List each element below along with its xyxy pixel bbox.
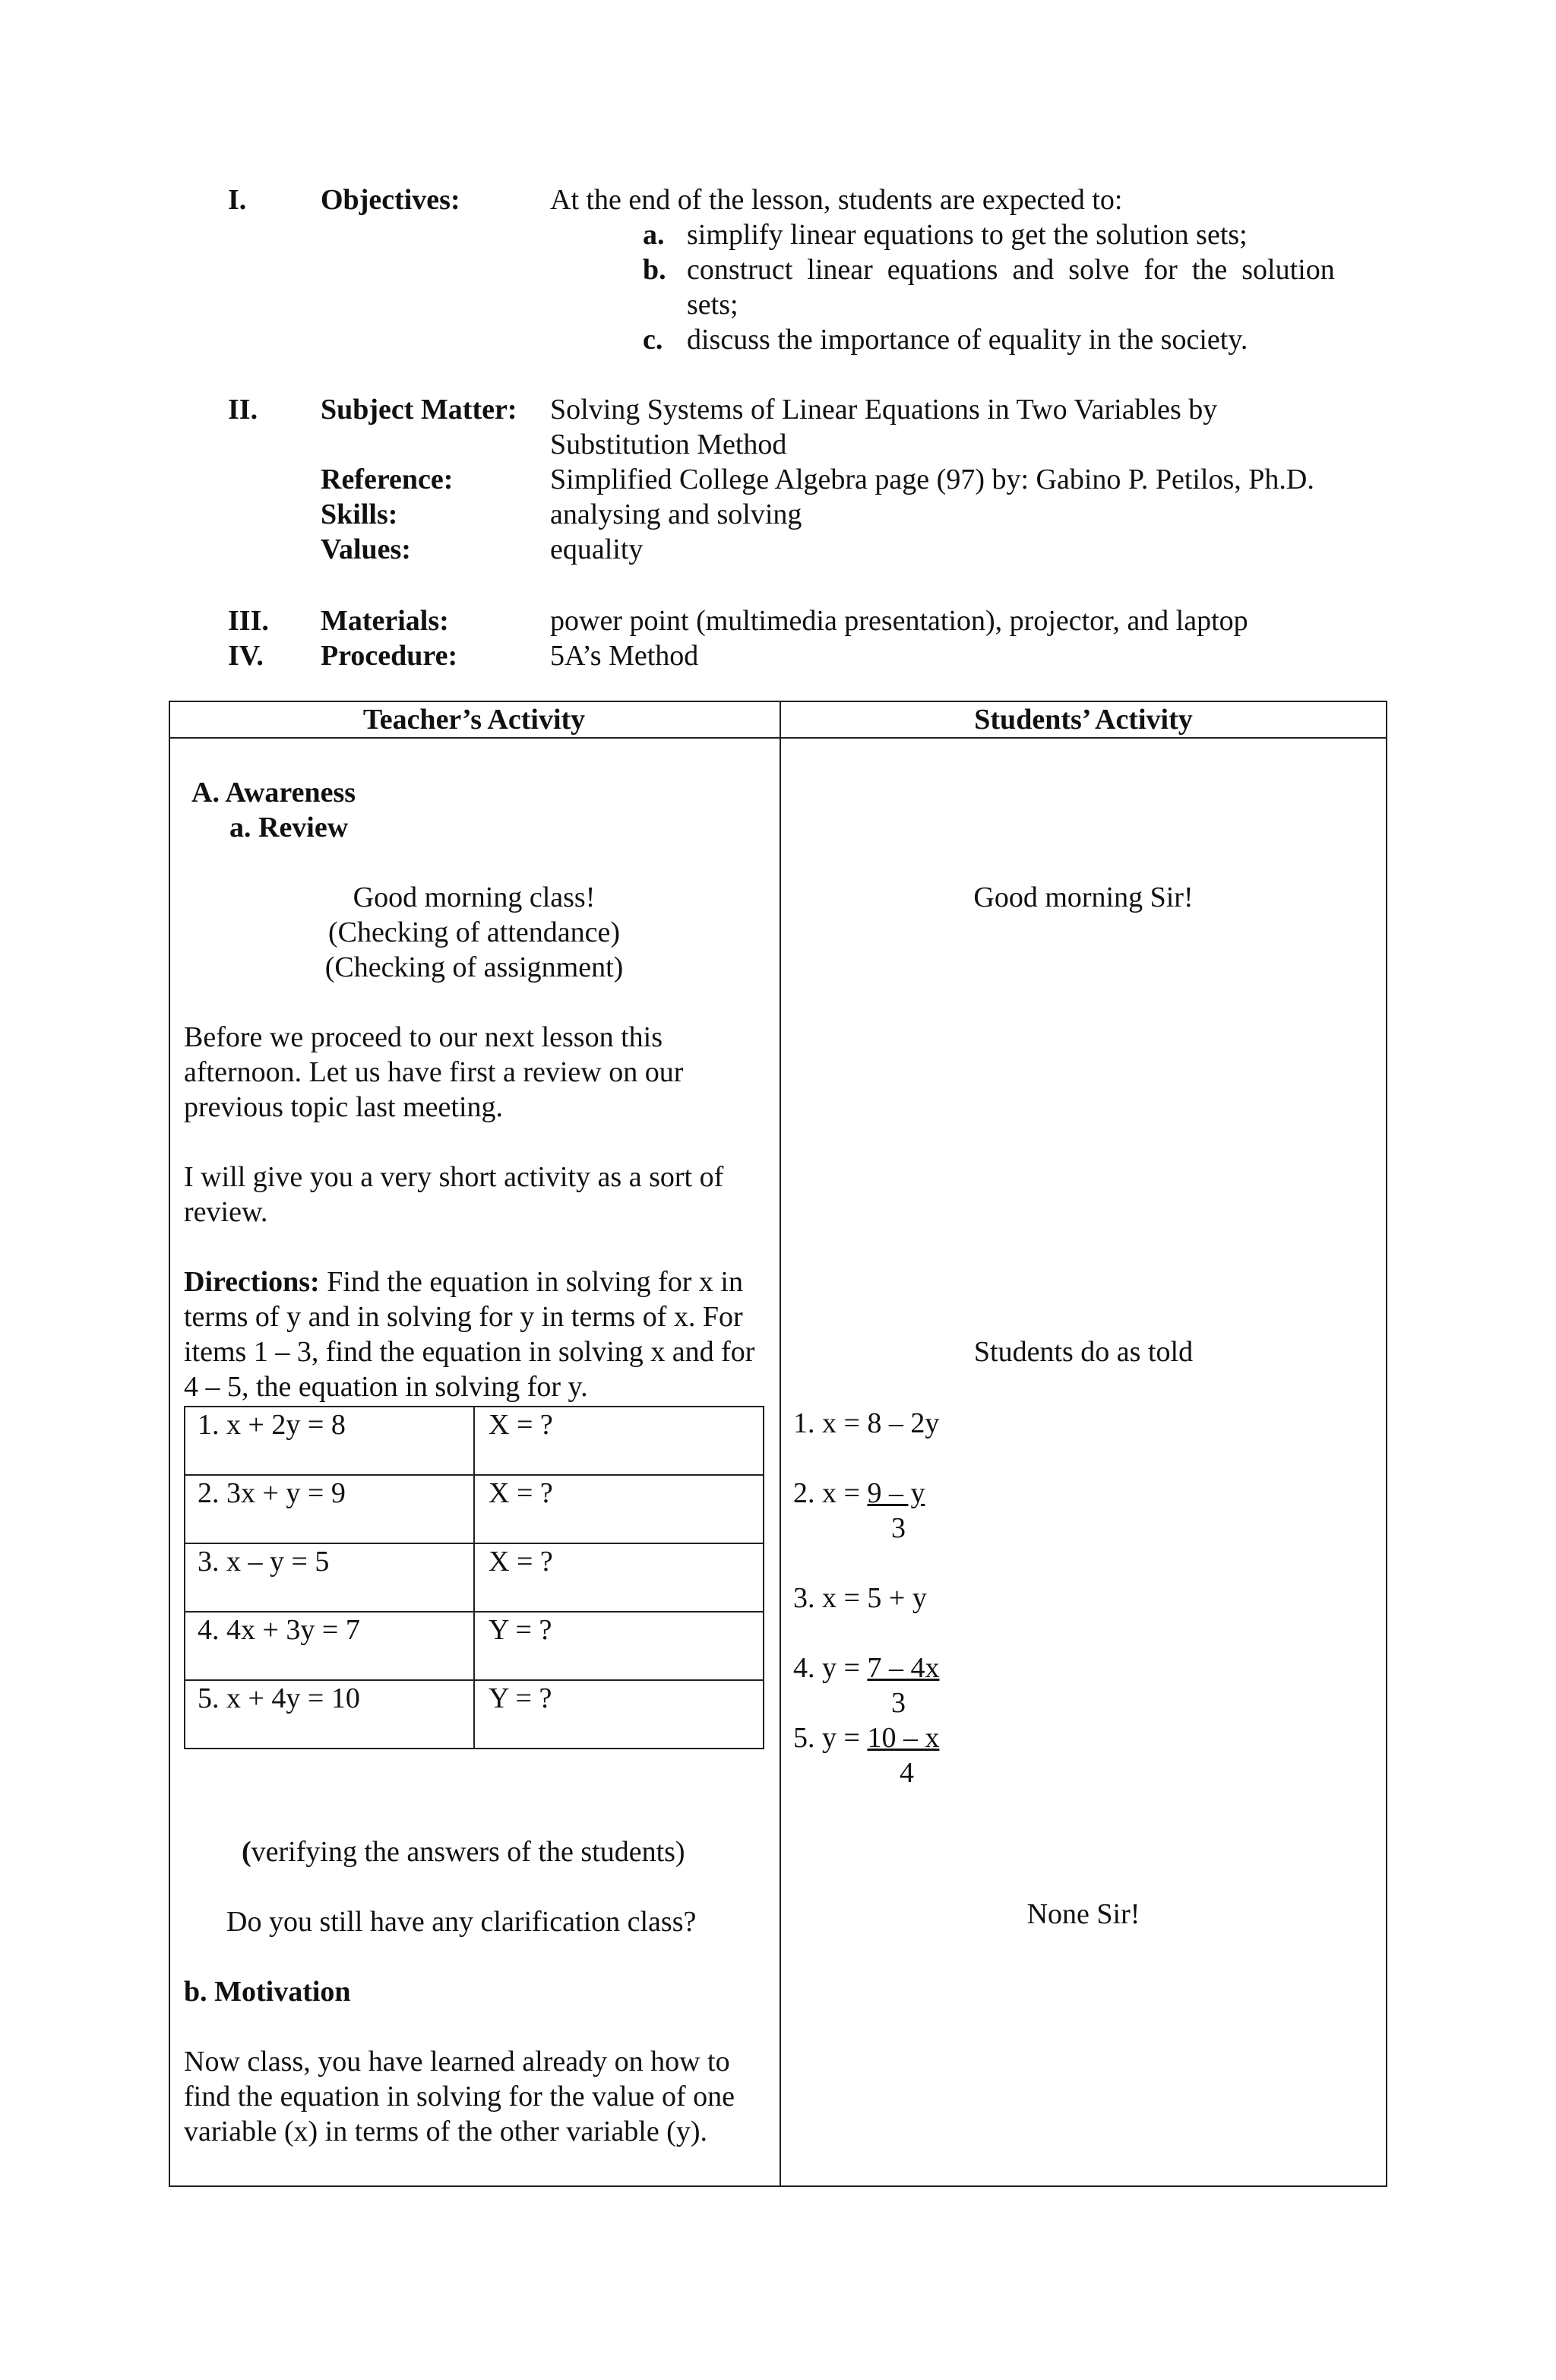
answer-5-denominator: 4 bbox=[900, 1757, 914, 1789]
objective-letter-a: a. bbox=[643, 219, 665, 251]
activity-paragraph: I will give you a very short activity as a sort of review. bbox=[184, 1161, 724, 1228]
answer-3: 3. x = 5 + y bbox=[793, 1582, 927, 1614]
answer-4-prefix: 4. y = bbox=[793, 1652, 868, 1684]
objectives-intro: At the end of the lesson, students are expected to: bbox=[550, 184, 1123, 216]
reference-label: Reference: bbox=[321, 464, 454, 495]
checking-attendance: (Checking of attendance) bbox=[327, 916, 621, 948]
subject-numeral: II. bbox=[228, 394, 258, 426]
motivation-paragraph: Now class, you have learned already on how to find the equation in solving for the value of one variable (x) in terms of the other variable (y). bbox=[184, 2046, 735, 2147]
materials-value: power point (multimedia presentation), projector, and laptop bbox=[550, 605, 1248, 637]
verifying-answers bbox=[242, 1834, 685, 1869]
review-equation: 2. 3x + y = 9 bbox=[185, 1475, 474, 1543]
objectives-numeral: I. bbox=[228, 184, 247, 216]
students-do-as-told: Students do as told bbox=[973, 1336, 1194, 1368]
objective-text-a: simplify linear equations to get the solution sets; bbox=[687, 219, 1248, 251]
skills-label: Skills: bbox=[321, 498, 398, 530]
review-equation: 1. x + 2y = 8 bbox=[185, 1407, 474, 1475]
table-row bbox=[185, 1543, 764, 1612]
answer-1: 1. x = 8 – 2y bbox=[793, 1407, 940, 1439]
procedure-value: 5A’s Method bbox=[550, 640, 699, 672]
review-question: Y = ? bbox=[474, 1612, 764, 1680]
review-question: X = ? bbox=[474, 1475, 764, 1543]
objective-text-b-line2: sets; bbox=[687, 289, 738, 321]
review-equation: 5. x + 4y = 10 bbox=[185, 1680, 474, 1749]
table-row bbox=[185, 1407, 764, 1475]
directions-paragraph bbox=[184, 1264, 769, 1404]
clarification-question: Do you still have any clarification class? bbox=[226, 1906, 697, 1938]
motivation-heading: b. Motivation bbox=[184, 1976, 351, 2008]
review-question: Y = ? bbox=[474, 1680, 764, 1749]
procedure-label: Procedure: bbox=[321, 640, 458, 672]
answer-4 bbox=[793, 1650, 939, 1685]
table-row bbox=[185, 1680, 764, 1749]
review-question: X = ? bbox=[474, 1407, 764, 1475]
objective-letter-b: b. bbox=[643, 254, 666, 286]
verify-text: verifying the answers of the students) bbox=[251, 1836, 685, 1868]
table-row bbox=[185, 1612, 764, 1680]
reference-value: Simplified College Algebra page (97) by: Gabino P. Petilos, Ph.D. bbox=[550, 464, 1314, 495]
objective-text-c: discuss the importance of equality in the society. bbox=[687, 324, 1248, 356]
proceed-paragraph: Before we proceed to our next lesson this afternoon. Let us have first a review on our previous topic last meeting. bbox=[184, 1021, 684, 1123]
answer-2-numerator: 9 – y bbox=[867, 1477, 925, 1509]
answer-4-numerator: 7 – 4x bbox=[867, 1652, 940, 1684]
students-greeting: Good morning Sir! bbox=[973, 881, 1194, 913]
objective-letter-c: c. bbox=[643, 324, 663, 356]
checking-assignment: (Checking of assignment) bbox=[324, 951, 624, 983]
objective-text-b-line1: construct linear equations and solve for the solution bbox=[687, 254, 1335, 286]
values-value: equality bbox=[550, 533, 644, 565]
objectives-label: Objectives: bbox=[321, 184, 460, 216]
answer-5 bbox=[793, 1720, 939, 1755]
subject-value-line2: Substitution Method bbox=[550, 429, 787, 460]
table-row bbox=[185, 1475, 764, 1543]
table-header-divider bbox=[169, 737, 1387, 739]
answer-5-prefix: 5. y = bbox=[793, 1722, 868, 1754]
directions-label: Directions: bbox=[184, 1266, 320, 1298]
review-items-table bbox=[184, 1406, 764, 1749]
directions-text: Find the equation in solving for x in terms of y and in solving for y in terms of x. For items 1 – 3, find the equation in solving x and for 4 – 5, the equation in solving for y. bbox=[184, 1266, 755, 1403]
review-question: X = ? bbox=[474, 1543, 764, 1612]
students-none-sir: None Sir! bbox=[1026, 1898, 1140, 1930]
table-column-divider bbox=[780, 701, 781, 2187]
subject-label: Subject Matter: bbox=[321, 394, 517, 426]
answer-2 bbox=[793, 1476, 925, 1511]
answer-2-prefix: 2. x = bbox=[793, 1477, 868, 1509]
teacher-greeting: Good morning class! bbox=[353, 881, 596, 913]
skills-value: analysing and solving bbox=[550, 498, 802, 530]
procedure-numeral: IV. bbox=[228, 640, 264, 672]
answer-5-numerator: 10 – x bbox=[867, 1722, 940, 1754]
answer-4-denominator: 3 bbox=[891, 1687, 906, 1719]
students-activity-header: Students’ Activity bbox=[974, 704, 1193, 736]
answer-2-denominator: 3 bbox=[891, 1512, 906, 1544]
verify-paren: ( bbox=[242, 1836, 251, 1868]
teacher-activity-header: Teacher’s Activity bbox=[362, 704, 586, 736]
subject-value-line1: Solving Systems of Linear Equations in Two Variables by bbox=[550, 394, 1218, 426]
review-equation: 3. x – y = 5 bbox=[185, 1543, 474, 1612]
materials-numeral: III. bbox=[228, 605, 269, 637]
review-heading: a. Review bbox=[229, 812, 349, 843]
review-equation: 4. 4x + 3y = 7 bbox=[185, 1612, 474, 1680]
awareness-heading: A. Awareness bbox=[191, 777, 356, 809]
materials-label: Materials: bbox=[321, 605, 449, 637]
values-label: Values: bbox=[321, 533, 411, 565]
